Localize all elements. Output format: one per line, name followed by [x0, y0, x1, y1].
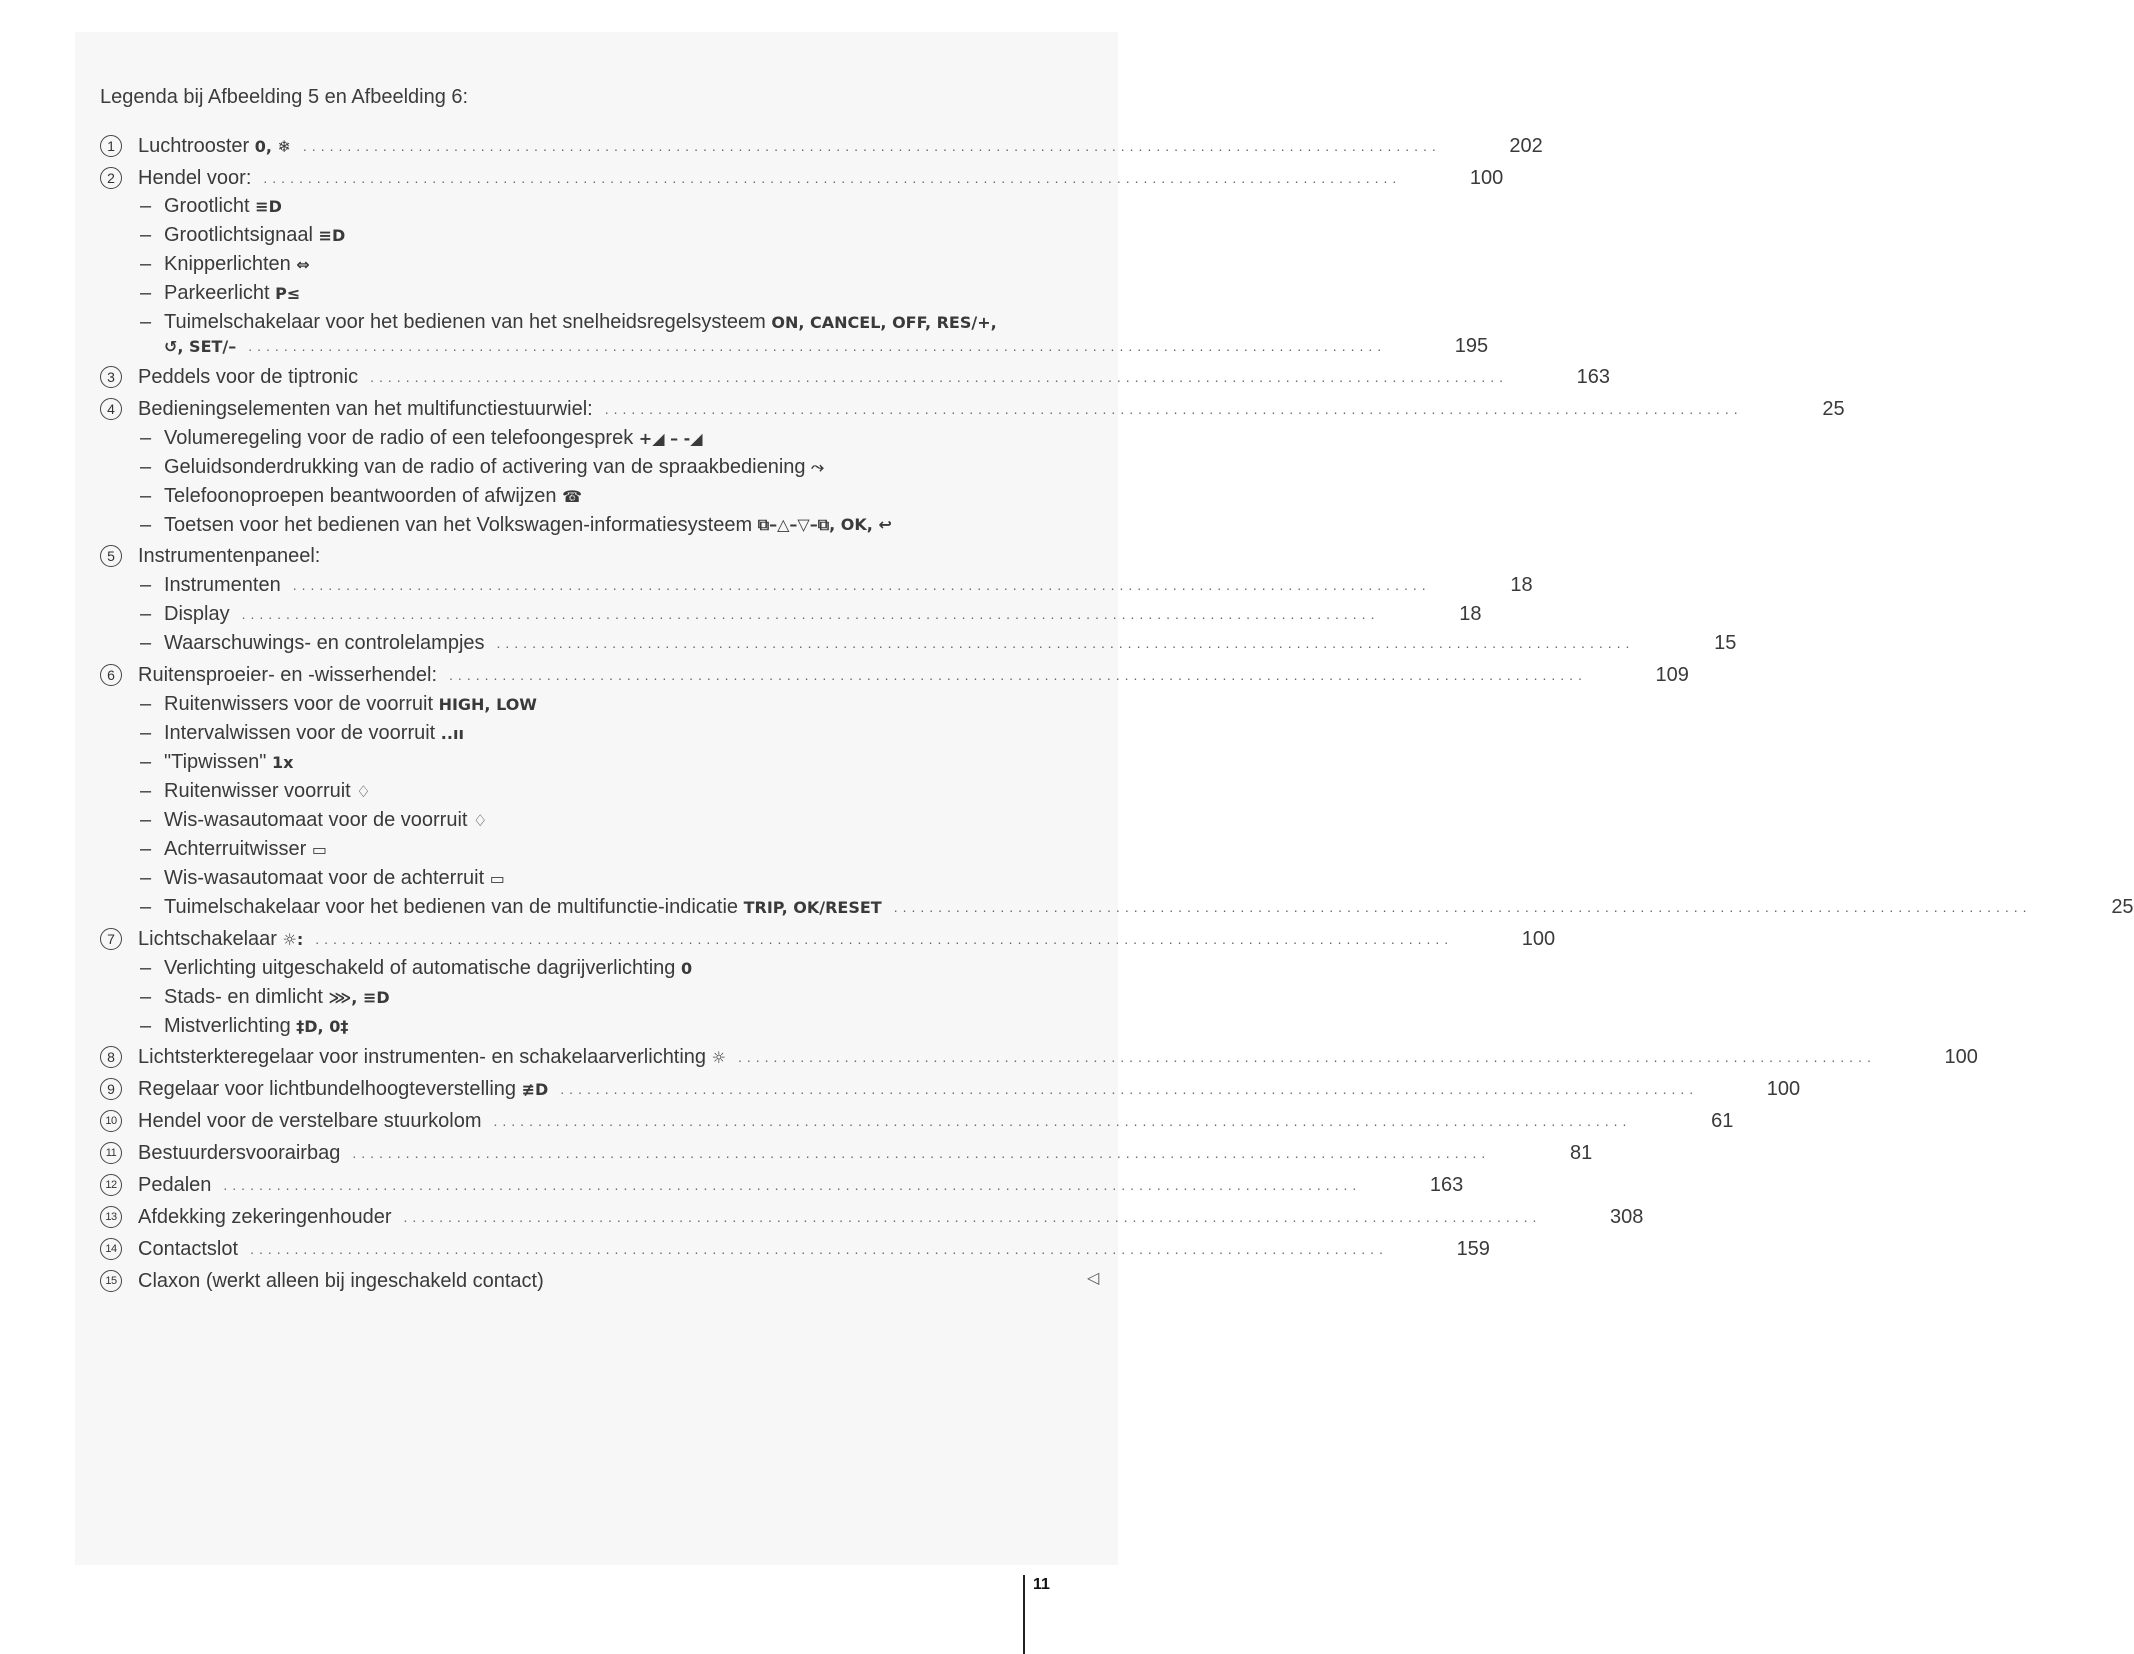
page-ref: 100 [1469, 166, 1504, 189]
sub-item: – Display ................................................................................................................................ 18 [100, 600, 1084, 628]
sub-item: – Wis-wasautomaat voor de voorruit ♢ [140, 808, 488, 831]
item-number: 5 [100, 545, 122, 567]
sub-item: – Waarschuwings- en controlelampjes ................................................................................................................................ 15 [100, 629, 1084, 657]
item-label: Instrumenten [164, 573, 281, 596]
legend-item-7 [100, 925, 1556, 953]
item-label: Knipperlichten [164, 252, 291, 275]
dot-leader: ................................................................................................................................ [263, 170, 1402, 186]
item-label: Wis-wasautomaat voor de achterruit [164, 866, 485, 889]
item-label: Bestuurdersvoorairbag [138, 1141, 341, 1164]
legend-item-10 [100, 1107, 1734, 1135]
item-number: 1 [100, 135, 122, 157]
item-label: Geluidsonderdrukking van de radio of activering van de spraakbediening [164, 455, 806, 478]
sub-item: – Knipperlichten ⇔ [140, 252, 310, 275]
dot-leader: ................................................................................................................................ [560, 1081, 1699, 1097]
page-ref: 100 [1521, 927, 1556, 950]
item-number: 14 [100, 1238, 122, 1260]
page-number: 11 [1033, 1576, 1050, 1593]
high-beam-icon: ≡D [318, 225, 346, 245]
page-ref: 25 [1822, 397, 1845, 420]
item-number: 7 [100, 928, 122, 950]
rear-wiper-icon: ▭ [311, 839, 327, 859]
item-label: Telefoonoproepen beantwoorden of afwijzen [164, 484, 557, 507]
dot-leader: ................................................................................................................................ [223, 1177, 1362, 1193]
fog-light-icon: ‡D, 0‡ [296, 1016, 349, 1036]
item-label: Grootlichtsignaal [164, 223, 313, 246]
item-number: 3 [100, 366, 122, 388]
item-label: Mistverlichting [164, 1014, 291, 1037]
dot-leader: ................................................................................................................................ [403, 1209, 1542, 1225]
parking-light-icon: P≤ [275, 283, 301, 303]
single-wipe-icon: 1x [271, 752, 294, 772]
item-number: 10 [100, 1110, 122, 1132]
page-ref: 61 [1711, 1109, 1734, 1132]
page-ref: 100 [1766, 1077, 1801, 1100]
dot-leader: ................................................................................................................................ [496, 635, 1635, 651]
dot-leader: ................................................................................................................................ [292, 577, 1431, 593]
legend-item-13 [100, 1203, 1644, 1231]
item-label: Display [164, 602, 230, 625]
light-switch-icon: ☼: [282, 929, 304, 949]
item-label: Tuimelschakelaar voor het bedienen van de multifunctie-indicatie [164, 895, 739, 918]
page-ref: 163 [1429, 1173, 1464, 1196]
page-ref: 25 [2111, 895, 2134, 918]
dot-leader: ................................................................................................................................ [302, 138, 1441, 154]
legend-item-6 [100, 661, 1689, 689]
sub-item: – Grootlichtsignaal ≡D [140, 223, 346, 246]
sub-item: – Toetsen voor het bedienen van het Volkswagen-informatiesysteem ⧉–△–▽–⧉, OK, ↩ [140, 513, 892, 536]
sub-item: – Ruitenwissers voor de voorruit HIGH, LOW [140, 692, 537, 715]
dot-leader: ................................................................................................................................ [449, 667, 1587, 683]
sub-item: – Achterruitwisser ▭ [140, 837, 327, 860]
item-number: 15 [100, 1270, 122, 1292]
item-label: Contactslot [138, 1237, 239, 1260]
dot-leader: ................................................................................................................................ [737, 1049, 1876, 1065]
dot-leader: ................................................................................................................................ [370, 369, 1509, 385]
light-off-symbol: 0 [680, 958, 693, 978]
item-label: Parkeerlicht [164, 281, 270, 304]
legend-item-11 [100, 1139, 1593, 1167]
page-ref: 195 [1454, 334, 1489, 357]
item-label: Grootlicht [164, 194, 250, 217]
legend-item-8 [100, 1043, 1978, 1071]
item-label: Ruitenwissers voor de voorruit [164, 692, 433, 715]
legend-item-5 [100, 542, 1084, 570]
dot-leader: ................................................................................................................................ [248, 338, 1387, 354]
legend-item-3 [100, 363, 1611, 391]
air-vent-icon: 0, ❄ [254, 136, 291, 156]
sub-item: – Parkeerlicht P≤ [140, 281, 301, 304]
item-number: 13 [100, 1206, 122, 1228]
legend-item-14 [100, 1235, 1490, 1263]
item-label: Peddels voor de tiptronic [138, 365, 359, 388]
item-label: Ruitensproeier- en -wisserhendel: [138, 663, 438, 686]
item-label: Luchtrooster [138, 134, 250, 157]
item-label: Hendel voor de verstelbare stuurkolom [138, 1109, 482, 1132]
legend-item-12 [100, 1171, 1464, 1199]
dot-leader: ................................................................................................................................ [315, 931, 1454, 947]
legend-heading: Legenda bij Afbeelding 5 en Afbeelding 6: [100, 86, 469, 108]
dot-leader: ................................................................................................................................ [352, 1145, 1491, 1161]
sub-item: – Geluidsonderdrukking van de radio of activering van de spraakbediening ⤳ [140, 455, 824, 478]
sub-item: – Instrumenten ................................................................................................................................ 18 [100, 571, 1084, 599]
page-ref: 15 [1714, 631, 1737, 654]
headlight-range-icon: ≢D [521, 1079, 549, 1099]
item-number: 9 [100, 1078, 122, 1100]
dot-leader: ................................................................................................................................ [893, 899, 2032, 915]
info-system-keys-icon: ⧉–△–▽–⧉, OK, ↩ [757, 515, 892, 534]
item-number: 11 [100, 1142, 122, 1164]
item-label: Ruitenwisser voorruit [164, 779, 351, 802]
item-label: Instrumentenpaneel: [138, 544, 321, 567]
legend-item-1 [100, 132, 1543, 160]
sub-item: – Ruitenwisser voorruit ♢ [140, 779, 371, 802]
legend-item-15 [100, 1267, 1084, 1295]
item-label: Pedalen [138, 1173, 212, 1196]
cruise-control-symbols: ON, CANCEL, OFF, RES/+, [771, 312, 997, 332]
sub-item: – Intervalwissen voor de voorruit ..ıı [140, 721, 464, 744]
interval-wipe-icon: ..ıı [440, 723, 464, 743]
item-number: 2 [100, 167, 122, 189]
dipped-beam-icon: ⋙, ≡D [328, 987, 390, 1007]
phone-icon: ☎ [562, 486, 583, 506]
item-label: Waarschuwings- en controlelampjes [164, 631, 485, 654]
sub-item: – Telefoonoproepen beantwoorden of afwijzen ☎ [140, 484, 583, 507]
item-label: Bedieningselementen van het multifunctiestuurwiel: [138, 397, 593, 420]
item-label: Hendel voor: [138, 166, 252, 189]
item-label: Volumeregeling voor de radio of een telefoongesprek [164, 426, 634, 449]
item-label: Verlichting uitgeschakeld of automatische dagrijverlichting [164, 956, 676, 979]
windscreen-wiper-icon: ♢ [356, 781, 371, 801]
volume-icon: +◢ – -◢ [638, 428, 703, 448]
page-ref: 159 [1456, 1237, 1490, 1260]
dot-leader: ................................................................................................................................ [250, 1241, 1388, 1257]
page-ref: 163 [1576, 365, 1611, 388]
end-marker-icon: ◁ [1087, 1270, 1100, 1287]
item-number: 6 [100, 664, 122, 686]
item-label: Tuimelschakelaar voor het bedienen van het snelheidsregelsysteem [164, 310, 766, 333]
legend-item-2 [100, 164, 1504, 192]
dot-leader: ................................................................................................................................ [604, 401, 1743, 417]
sub-item: – Tuimelschakelaar voor het bedienen van de multifunctie-indicatie TRIP, OK/RESET ................................................................................................................................ 25 [100, 893, 1084, 921]
sub-item: – Tuimelschakelaar voor het bedienen van het snelheidsregelsysteem ON, CANCEL, OFF, RES/+, [140, 310, 997, 333]
item-label: Lichtschakelaar [138, 927, 277, 950]
item-label: Lichtsterkteregelaar voor instrumenten- en schakelaarverlichting [138, 1045, 707, 1068]
legend-item-9 [100, 1075, 1801, 1103]
dot-leader: ................................................................................................................................ [241, 606, 1380, 622]
item-label: Regelaar voor lichtbundelhoogteverstelling [138, 1077, 517, 1100]
page-ref: 109 [1655, 663, 1689, 686]
high-beam-icon: ≡D [255, 196, 282, 216]
item-label: "Tipwissen" [164, 750, 267, 773]
sub-item: – Volumeregeling voor de radio of een telefoongesprek +◢ – -◢ [140, 426, 703, 449]
legend-item-4 [100, 395, 1845, 423]
page-ref: 18 [1459, 602, 1482, 625]
item-label: Stads- en dimlicht [164, 985, 323, 1008]
page-ref: 202 [1509, 134, 1543, 157]
mute-voice-icon: ⤳ [811, 457, 824, 476]
sub-item: – Mistverlichting ‡D, 0‡ [140, 1014, 349, 1037]
item-label: Achterruitwisser [164, 837, 307, 860]
item-label: Toetsen voor het bedienen van het Volkswagen-informatiesysteem [164, 513, 753, 536]
page-ref: 81 [1569, 1141, 1593, 1164]
item-label: Wis-wasautomaat voor de voorruit [164, 808, 468, 831]
page-ref: 18 [1510, 573, 1533, 596]
turn-signal-icon: ⇔ [296, 254, 310, 274]
sub-item: – Grootlicht ≡D [140, 194, 282, 217]
item-label: Intervalwissen voor de voorruit [164, 721, 436, 744]
item-number: 4 [100, 398, 122, 420]
item-number: 8 [100, 1046, 122, 1068]
dot-leader: ................................................................................................................................ [493, 1113, 1632, 1129]
page-ref: 100 [1944, 1045, 1978, 1068]
rear-washer-icon: ▭ [489, 868, 505, 888]
sub-item: – Wis-wasautomaat voor de achterruit ▭ [140, 866, 505, 889]
sub-item: – Stads- en dimlicht ⋙, ≡D [140, 985, 390, 1008]
item-label: Claxon (werkt alleen bij ingeschakeld contact) [138, 1269, 544, 1292]
sub-item: – "Tipwissen" 1x [140, 750, 294, 773]
item-label: Afdekking zekeringenhouder [138, 1205, 392, 1228]
brightness-icon: ☼ [711, 1047, 726, 1067]
trip-reset-symbols: TRIP, OK/RESET [743, 897, 882, 917]
sub-item-continuation [100, 332, 1489, 360]
wiper-speed-symbols: HIGH, LOW [438, 694, 537, 714]
page-ref: 308 [1610, 1205, 1644, 1228]
windscreen-washer-icon: ♢ [473, 810, 488, 830]
cruise-control-symbols: ↺, SET/– [164, 336, 237, 356]
item-number: 12 [100, 1174, 122, 1196]
sub-item: – Verlichting uitgeschakeld of automatische dagrijverlichting 0 [140, 956, 693, 979]
